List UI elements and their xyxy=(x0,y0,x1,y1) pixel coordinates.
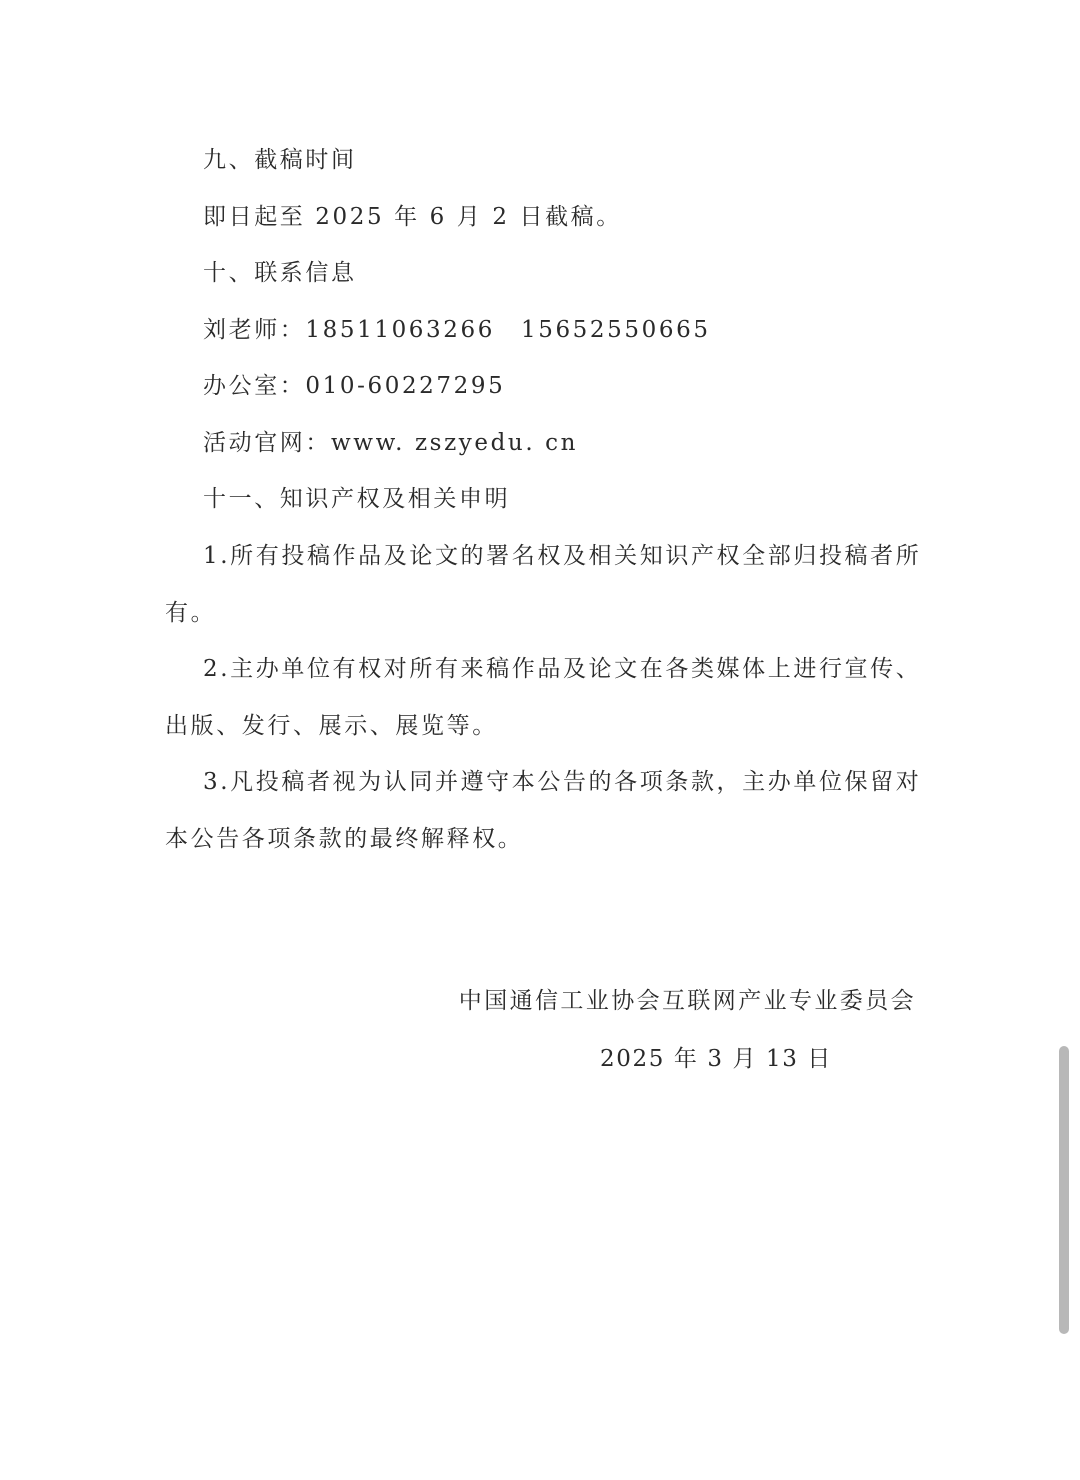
section-10-heading: 十、联系信息 xyxy=(203,260,357,286)
signature-date: 2025 年 3 月 13 日 xyxy=(600,1046,832,1072)
teacher-phone-1: 18511063266 xyxy=(305,317,495,343)
section-11-heading: 十一、知识产权及相关申明 xyxy=(203,486,511,512)
teacher-phone-2: 15652550665 xyxy=(520,317,711,343)
ip-item-3-line-1: 3.凡投稿者视为认同并遵守本公告的各项条款，主办单位保留对 xyxy=(203,769,922,795)
ip-item-2-line-1: 2.主办单位有权对所有来稿作品及论文在各类媒体上进行宣传、 xyxy=(203,656,922,682)
ip-item-3-line-2: 本公告各项条款的最终解释权。 xyxy=(165,826,524,852)
teacher-contact xyxy=(203,315,711,345)
office-phone: 办公室：010-60227295 xyxy=(203,373,506,399)
ip-item-1-line-2: 有。 xyxy=(165,600,217,626)
signature-organization: 中国通信工业协会互联网产业专业委员会 xyxy=(458,988,916,1014)
website-text: 活动官网：www. zszyedu. cn xyxy=(203,430,579,456)
ip-item-2-line-2: 出版、发行、展示、展览等。 xyxy=(165,713,498,739)
vertical-scrollbar[interactable] xyxy=(1059,1046,1069,1334)
teacher-label: 刘老师： xyxy=(203,317,306,343)
section-9-heading: 九、截稿时间 xyxy=(203,147,357,173)
deadline-text: 即日起至 2025 年 6 月 2 日截稿。 xyxy=(203,204,622,230)
ip-item-1-line-1: 1.所有投稿作品及论文的署名权及相关知识产权全部归投稿者所 xyxy=(203,543,922,569)
